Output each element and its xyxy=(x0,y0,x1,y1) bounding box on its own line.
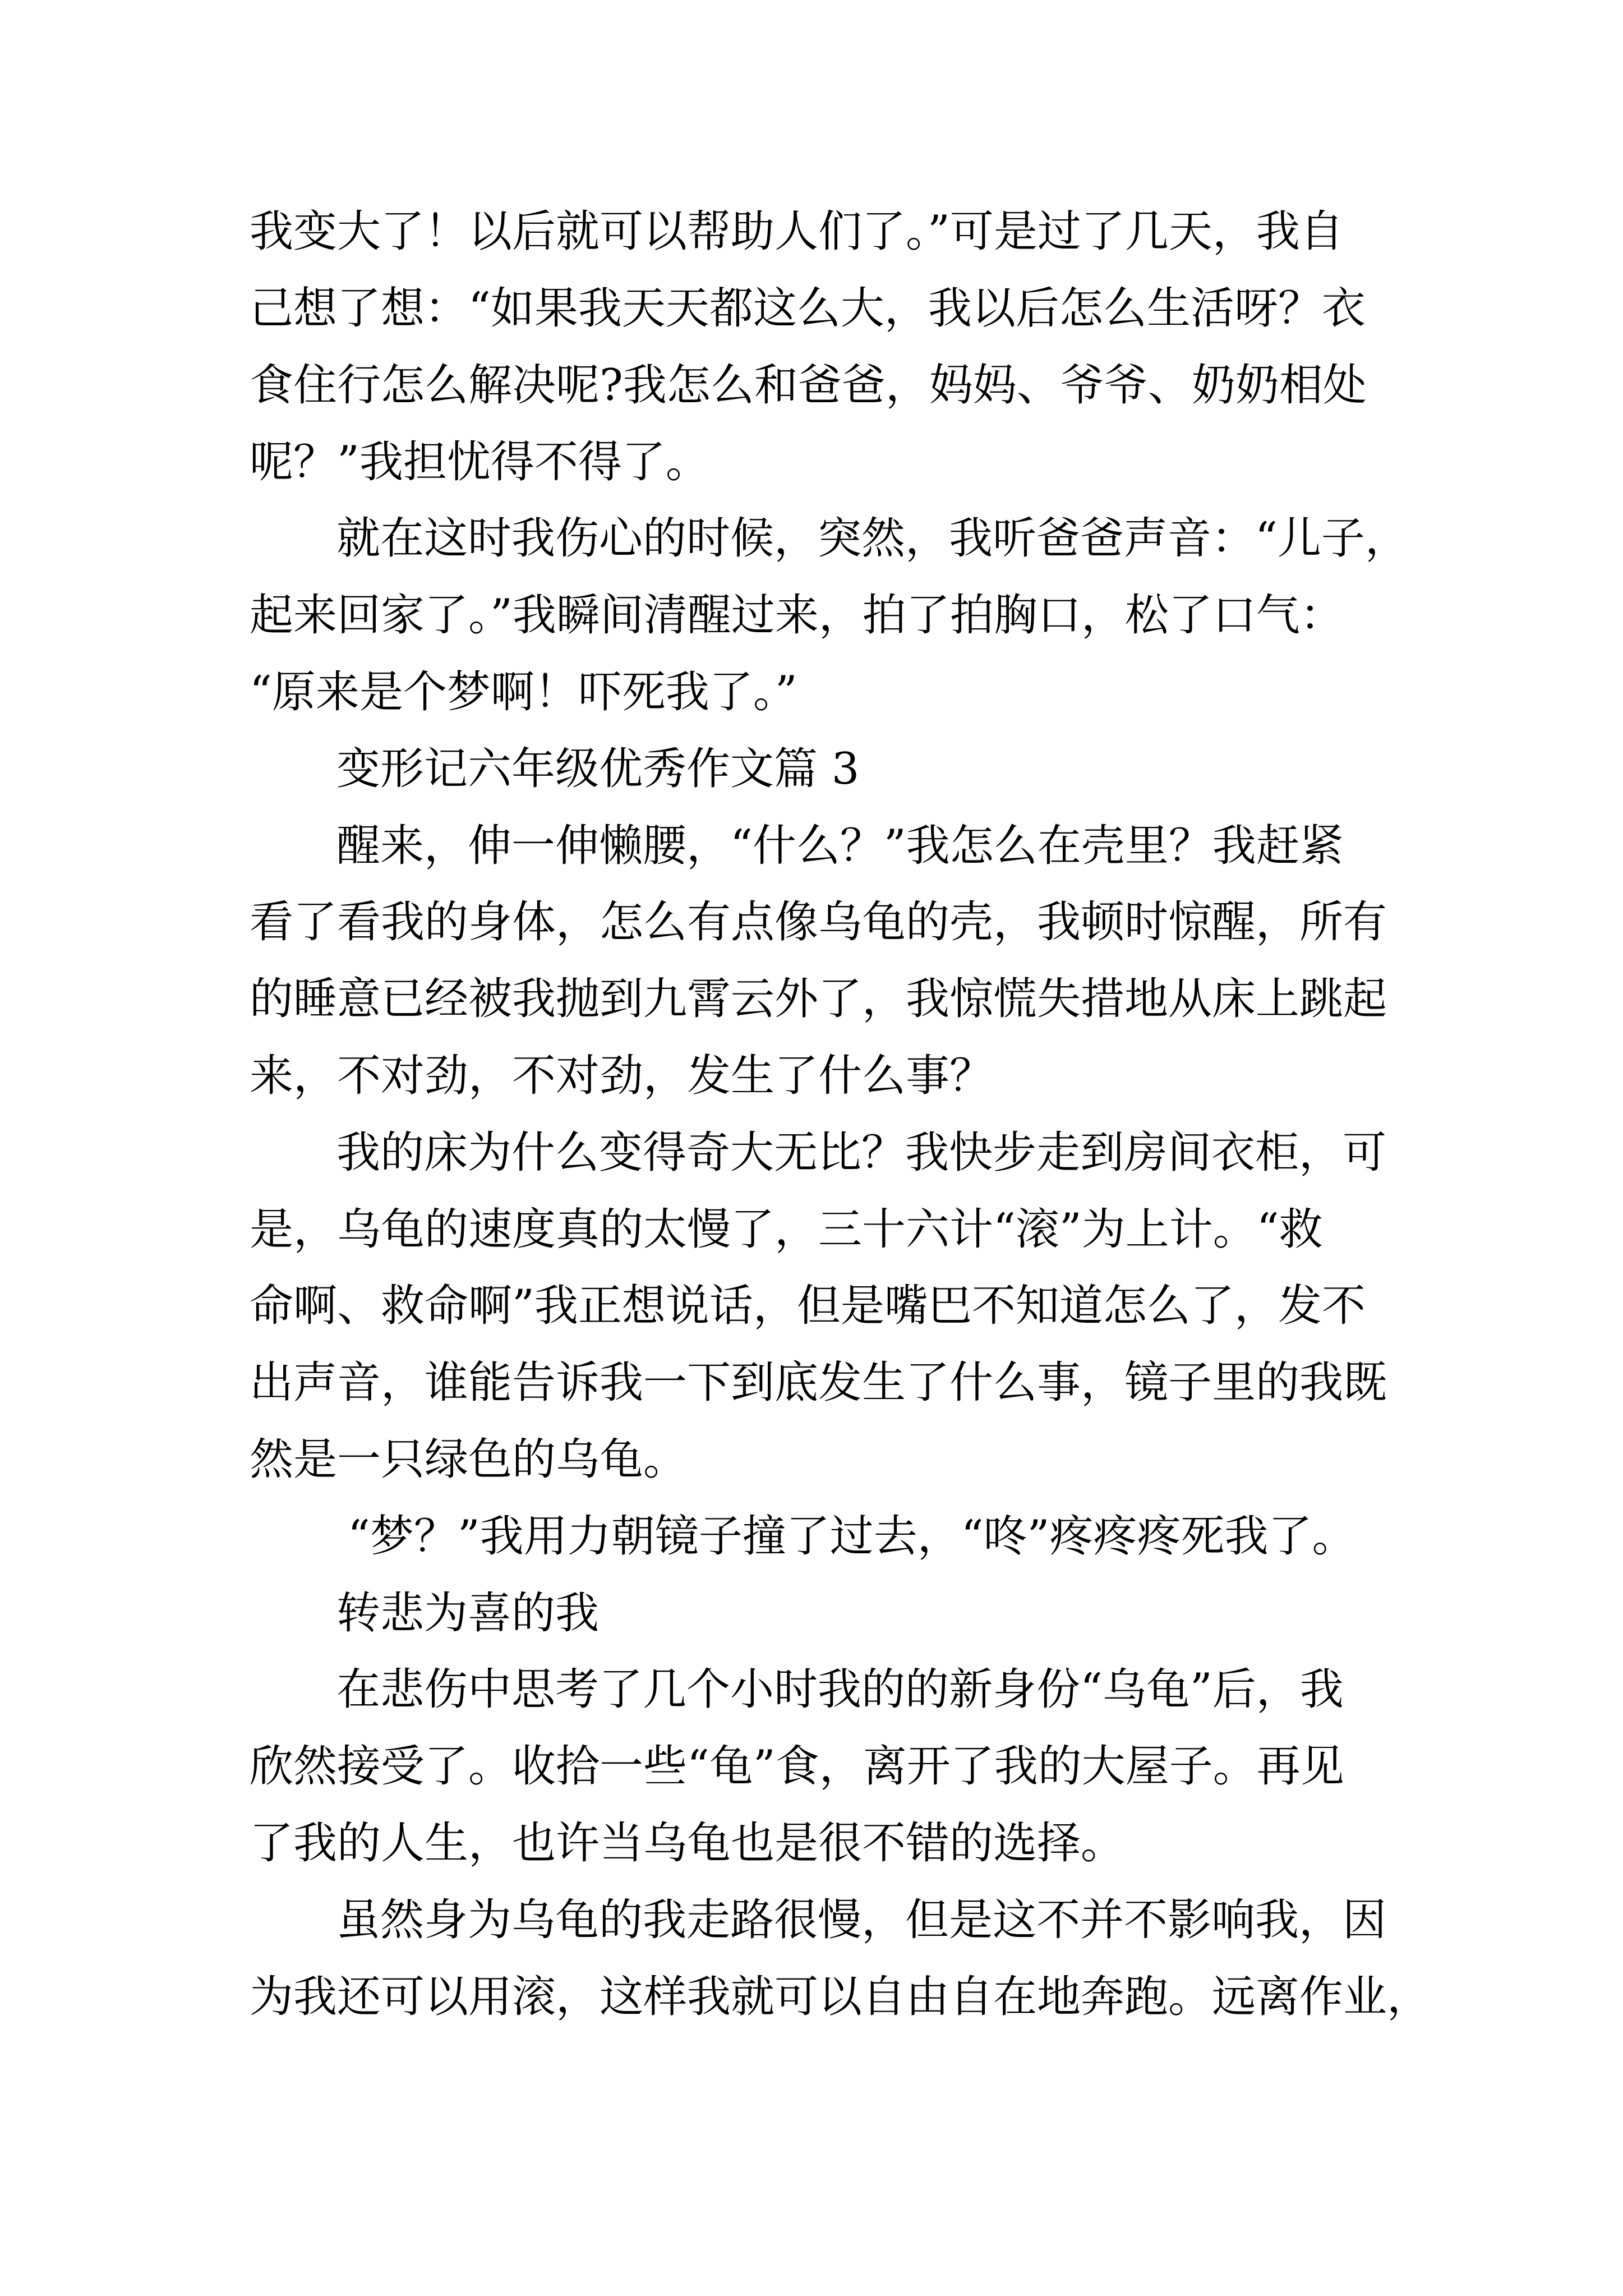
text-line: 欣然接受了。收拾一些“龟”食，离开了我的大屋子。再见 xyxy=(250,1741,1344,1792)
section-heading: 变形记六年级优秀作文篇 3 xyxy=(336,744,860,794)
text-line: 呢？”我担忧得不得了。 xyxy=(250,437,709,487)
text-line: 来，不对劲，不对劲，发生了什么事？ xyxy=(250,1051,994,1101)
text-line: 我的床为什么变得奇大无比？我快步走到房间衣柜，可 xyxy=(336,1128,1387,1178)
text-line: 我变大了！以后就可以帮助人们了。”可是过了几天，我自 xyxy=(250,206,1344,257)
text-line: 醒来，伸一伸懒腰，“什么？”我怎么在壳里？我赶紧 xyxy=(336,821,1344,871)
subheading: 转悲为喜的我 xyxy=(336,1588,600,1639)
text-line: 命啊、救命啊”我正想说话，但是嘴巴不知道怎么了，发不 xyxy=(250,1281,1366,1331)
text-line: 为我还可以用滚，这样我就可以自由自在地奔跑。远离作业， xyxy=(250,1972,1431,2022)
text-line: 然是一只绿色的乌龟。 xyxy=(250,1434,688,1485)
text-line: 在悲伤中思考了几个小时我的的新身份“乌龟”后，我 xyxy=(336,1664,1344,1715)
text-line: 就在这时我伤心的时候，突然，我听爸爸声音：“儿子， xyxy=(336,513,1409,564)
text-line: 出声音，谁能告诉我一下到底发生了什么事，镜子里的我既 xyxy=(250,1358,1387,1408)
text-line: “原来是个梦啊！吓死我了。” xyxy=(250,667,797,717)
text-line: 起来回家了。”我瞬间清醒过来，拍了拍胸口，松了口气： xyxy=(250,590,1344,641)
text-line: 了我的人生，也许当乌龟也是很不错的选择。 xyxy=(250,1818,1125,1869)
text-line: 食住行怎么解决呢?我怎么和爸爸，妈妈、爷爷、奶奶相处 xyxy=(250,360,1367,411)
text-line: 己想了想：“如果我天天都这么大，我以后怎么生活呀？衣 xyxy=(250,283,1366,334)
text-line: “梦？”我用力朝镜子撞了过去，“咚”疼疼疼死我了。 xyxy=(348,1511,1356,1562)
text-line: 是，乌龟的速度真的太慢了，三十六计“滚”为上计。“救 xyxy=(250,1204,1323,1255)
text-line: 的睡意已经被我抛到九霄云外了，我惊慌失措地从床上跳起 xyxy=(250,974,1387,1024)
text-line: 虽然身为乌龟的我走路很慢，但是这不并不影响我，因 xyxy=(336,1895,1387,1945)
text-line: 看了看我的身体，怎么有点像乌龟的壳，我顿时惊醒，所有 xyxy=(250,897,1387,947)
